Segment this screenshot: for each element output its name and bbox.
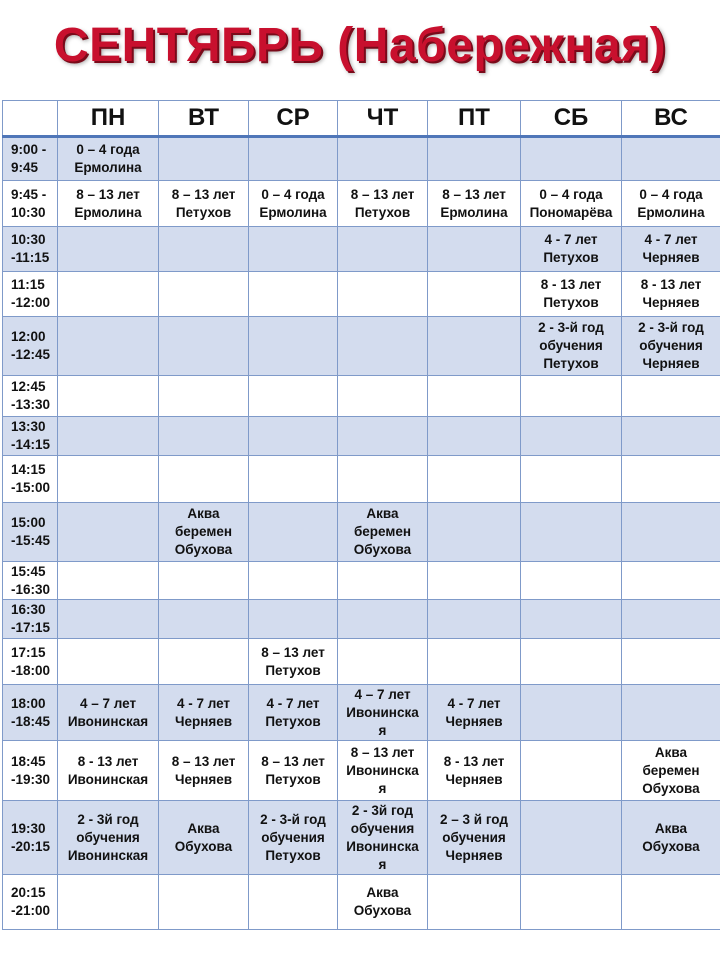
- time-slot: 12:00 -12:45: [3, 317, 58, 376]
- schedule-table: [2, 100, 720, 930]
- class-cell-sat: 0 – 4 года Пономарёва: [521, 181, 622, 227]
- class-cell-fri: [428, 639, 521, 685]
- class-cell-fri: [428, 562, 521, 600]
- class-cell-sun: 2 - 3-й год обучения Черняев: [622, 317, 720, 376]
- class-cell-thu: [338, 227, 428, 272]
- schedule-row: [3, 685, 720, 741]
- class-cell-fri: [428, 137, 521, 181]
- class-cell-sat: [521, 875, 622, 930]
- class-cell-tue: Аква Обухова: [159, 801, 249, 875]
- class-cell-wed: [249, 272, 338, 317]
- class-cell-sun: [622, 456, 720, 503]
- class-cell-wed: [249, 317, 338, 376]
- corner-cell: [3, 101, 58, 137]
- class-cell-fri: [428, 376, 521, 417]
- class-cell-sat: [521, 741, 622, 801]
- time-slot: 19:30 -20:15: [3, 801, 58, 875]
- class-cell-mon: [58, 227, 159, 272]
- schedule-row: [3, 503, 720, 562]
- page-title: СЕНТЯБРЬ (Набережная): [53, 19, 667, 72]
- class-cell-thu: Аква Обухова: [338, 875, 428, 930]
- class-cell-fri: 8 - 13 лет Черняев: [428, 741, 521, 801]
- class-cell-thu: [338, 137, 428, 181]
- class-cell-fri: [428, 600, 521, 639]
- class-cell-sun: [622, 562, 720, 600]
- class-cell-sun: Аква беремен Обухова: [622, 741, 720, 801]
- class-cell-mon: 4 – 7 лет Ивонинская: [58, 685, 159, 741]
- class-cell-tue: 4 - 7 лет Черняев: [159, 685, 249, 741]
- time-slot: 10:30 -11:15: [3, 227, 58, 272]
- class-cell-thu: [338, 562, 428, 600]
- time-slot: 18:00 -18:45: [3, 685, 58, 741]
- class-cell-tue: [159, 417, 249, 456]
- time-slot: 11:15 -12:00: [3, 272, 58, 317]
- class-cell-sun: [622, 685, 720, 741]
- class-cell-wed: [249, 503, 338, 562]
- class-cell-fri: [428, 227, 521, 272]
- day-header-tue: ВТ: [159, 101, 249, 137]
- class-cell-sun: [622, 600, 720, 639]
- class-cell-thu: [338, 317, 428, 376]
- class-cell-tue: [159, 639, 249, 685]
- class-cell-tue: [159, 600, 249, 639]
- class-cell-thu: 8 – 13 лет Ивонинска я: [338, 741, 428, 801]
- class-cell-sat: 2 - 3-й год обучения Петухов: [521, 317, 622, 376]
- class-cell-thu: [338, 600, 428, 639]
- time-slot: 15:00 -15:45: [3, 503, 58, 562]
- schedule-row: [3, 181, 720, 227]
- class-cell-mon: [58, 376, 159, 417]
- class-cell-mon: [58, 600, 159, 639]
- time-slot: 18:45 -19:30: [3, 741, 58, 801]
- class-cell-tue: Аква беремен Обухова: [159, 503, 249, 562]
- class-cell-sat: [521, 562, 622, 600]
- class-cell-tue: [159, 376, 249, 417]
- class-cell-tue: 8 – 13 лет Петухов: [159, 181, 249, 227]
- class-cell-wed: [249, 137, 338, 181]
- class-cell-sun: [622, 875, 720, 930]
- class-cell-tue: [159, 137, 249, 181]
- time-slot: 9:00 - 9:45: [3, 137, 58, 181]
- class-cell-sun: [622, 503, 720, 562]
- class-cell-sun: [622, 376, 720, 417]
- time-slot: 16:30 -17:15: [3, 600, 58, 639]
- class-cell-wed: 8 – 13 лет Петухов: [249, 741, 338, 801]
- class-cell-sat: 8 - 13 лет Петухов: [521, 272, 622, 317]
- schedule-row: [3, 741, 720, 801]
- class-cell-sat: [521, 801, 622, 875]
- class-cell-sun: 4 - 7 лет Черняев: [622, 227, 720, 272]
- class-cell-tue: [159, 317, 249, 376]
- class-cell-wed: [249, 875, 338, 930]
- schedule-row: [3, 456, 720, 503]
- class-cell-wed: 2 - 3-й год обучения Петухов: [249, 801, 338, 875]
- class-cell-sat: [521, 417, 622, 456]
- class-cell-thu: [338, 417, 428, 456]
- schedule-row: [3, 137, 720, 181]
- class-cell-sun: Аква Обухова: [622, 801, 720, 875]
- day-header-mon: ПН: [58, 101, 159, 137]
- class-cell-sun: 0 – 4 года Ермолина: [622, 181, 720, 227]
- class-cell-thu: [338, 639, 428, 685]
- day-header-sat: СБ: [521, 101, 622, 137]
- time-slot: 20:15 -21:00: [3, 875, 58, 930]
- class-cell-thu: 8 – 13 лет Петухов: [338, 181, 428, 227]
- class-cell-thu: 4 – 7 лет Ивонинска я: [338, 685, 428, 741]
- class-cell-thu: 2 - 3й год обучения Ивонинска я: [338, 801, 428, 875]
- class-cell-thu: [338, 456, 428, 503]
- class-cell-fri: [428, 272, 521, 317]
- class-cell-sat: [521, 137, 622, 181]
- schedule-row: [3, 376, 720, 417]
- class-cell-thu: [338, 376, 428, 417]
- schedule-row: [3, 639, 720, 685]
- time-slot: 12:45 -13:30: [3, 376, 58, 417]
- class-cell-fri: 8 – 13 лет Ермолина: [428, 181, 521, 227]
- time-slot: 13:30 -14:15: [3, 417, 58, 456]
- day-header-thu: ЧТ: [338, 101, 428, 137]
- schedule-row: [3, 600, 720, 639]
- class-cell-sat: [521, 600, 622, 639]
- class-cell-sat: [521, 456, 622, 503]
- class-cell-thu: [338, 272, 428, 317]
- schedule-row: [3, 272, 720, 317]
- class-cell-sat: [521, 685, 622, 741]
- schedule-row: [3, 562, 720, 600]
- class-cell-fri: [428, 317, 521, 376]
- class-cell-fri: 4 - 7 лет Черняев: [428, 685, 521, 741]
- schedule-row: [3, 227, 720, 272]
- class-cell-mon: [58, 417, 159, 456]
- class-cell-sat: [521, 376, 622, 417]
- class-cell-sun: [622, 639, 720, 685]
- class-cell-fri: [428, 875, 521, 930]
- class-cell-mon: 8 - 13 лет Ивонинская: [58, 741, 159, 801]
- class-cell-tue: [159, 272, 249, 317]
- class-cell-fri: 2 – 3 й год обучения Черняев: [428, 801, 521, 875]
- time-slot: 17:15 -18:00: [3, 639, 58, 685]
- class-cell-tue: [159, 227, 249, 272]
- schedule-row: [3, 417, 720, 456]
- header-row: [3, 101, 720, 137]
- class-cell-wed: [249, 227, 338, 272]
- class-cell-tue: [159, 875, 249, 930]
- class-cell-fri: [428, 456, 521, 503]
- class-cell-sat: [521, 639, 622, 685]
- day-header-sun: ВС: [622, 101, 720, 137]
- class-cell-tue: 8 – 13 лет Черняев: [159, 741, 249, 801]
- class-cell-wed: [249, 562, 338, 600]
- class-cell-thu: Аква беремен Обухова: [338, 503, 428, 562]
- class-cell-mon: [58, 456, 159, 503]
- class-cell-fri: [428, 417, 521, 456]
- class-cell-wed: 4 - 7 лет Петухов: [249, 685, 338, 741]
- class-cell-tue: [159, 456, 249, 503]
- class-cell-sun: [622, 417, 720, 456]
- time-slot: 9:45 - 10:30: [3, 181, 58, 227]
- class-cell-sat: [521, 503, 622, 562]
- class-cell-mon: [58, 503, 159, 562]
- class-cell-fri: [428, 503, 521, 562]
- class-cell-mon: [58, 272, 159, 317]
- class-cell-mon: [58, 317, 159, 376]
- class-cell-mon: [58, 562, 159, 600]
- time-slot: 14:15 -15:00: [3, 456, 58, 503]
- class-cell-wed: 0 – 4 года Ермолина: [249, 181, 338, 227]
- class-cell-sun: 8 - 13 лет Черняев: [622, 272, 720, 317]
- class-cell-wed: [249, 456, 338, 503]
- time-slot: 15:45 -16:30: [3, 562, 58, 600]
- class-cell-mon: 2 - 3й год обучения Ивонинская: [58, 801, 159, 875]
- class-cell-mon: [58, 639, 159, 685]
- class-cell-tue: [159, 562, 249, 600]
- class-cell-mon: [58, 875, 159, 930]
- schedule-row: [3, 317, 720, 376]
- class-cell-mon: 8 – 13 лет Ермолина: [58, 181, 159, 227]
- class-cell-sun: [622, 137, 720, 181]
- class-cell-sat: 4 - 7 лет Петухов: [521, 227, 622, 272]
- class-cell-wed: 8 – 13 лет Петухов: [249, 639, 338, 685]
- class-cell-wed: [249, 376, 338, 417]
- class-cell-wed: [249, 417, 338, 456]
- day-header-fri: ПТ: [428, 101, 521, 137]
- day-header-wed: СР: [249, 101, 338, 137]
- class-cell-wed: [249, 600, 338, 639]
- class-cell-mon: 0 – 4 года Ермолина: [58, 137, 159, 181]
- schedule-row: [3, 875, 720, 930]
- schedule-row: [3, 801, 720, 875]
